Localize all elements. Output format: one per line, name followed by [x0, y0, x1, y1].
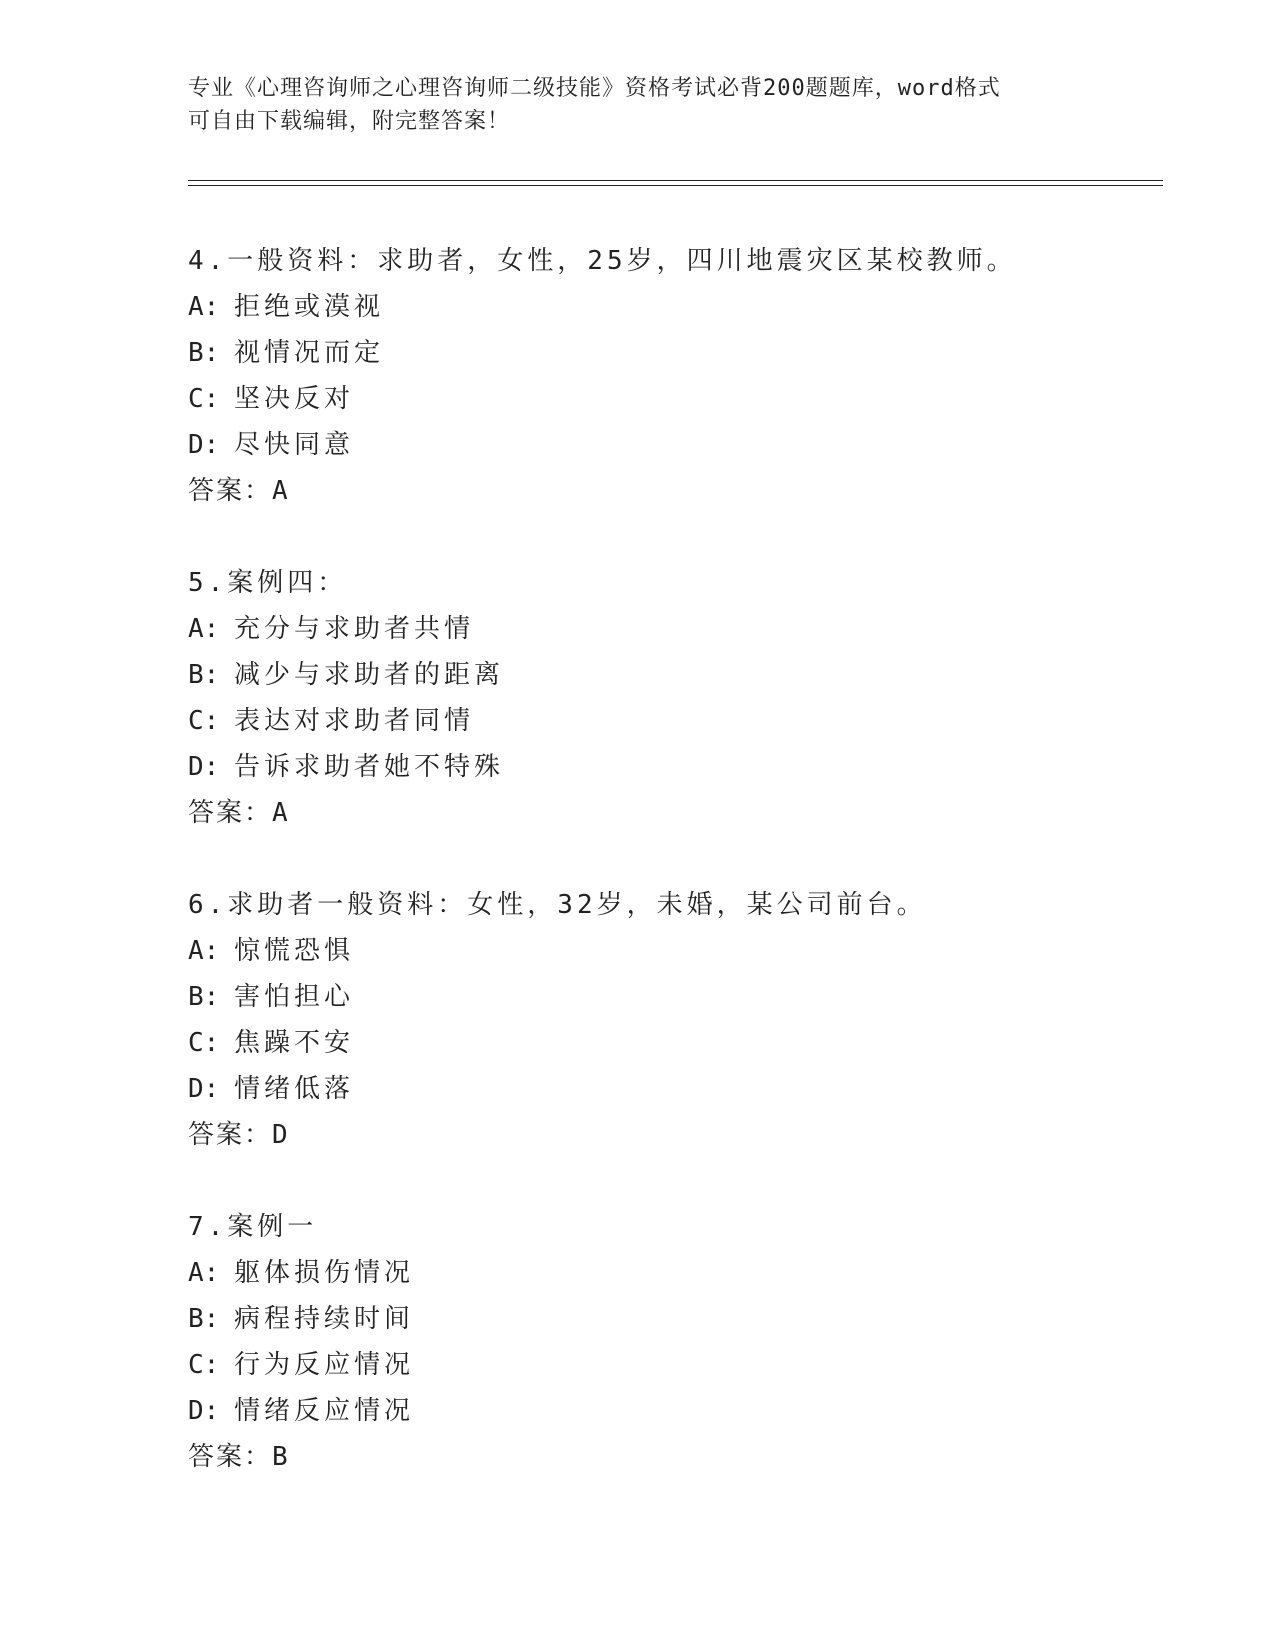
option-text: 情绪反应情况 [234, 1396, 415, 1426]
option-b [188, 652, 1163, 698]
option-d [188, 1388, 1163, 1434]
option-text: 行为反应情况 [234, 1350, 415, 1380]
option-b [188, 1296, 1163, 1342]
option-text: 焦躁不安 [234, 1028, 355, 1058]
option-text: 坚决反对 [234, 384, 355, 414]
header-line-1: 专业《心理咨询师之心理咨询师二级技能》资格考试必背200题题库，word格式 [188, 76, 1001, 101]
answer-line [188, 468, 1163, 514]
answer-value: B [272, 1442, 292, 1472]
option-letter: C: [188, 384, 220, 414]
option-text: 表达对求助者同情 [234, 706, 475, 736]
option-letter: A: [188, 292, 220, 322]
option-text: 告诉求助者她不特殊 [234, 752, 505, 782]
answer-label: 答案： [188, 1442, 273, 1472]
option-d [188, 422, 1163, 468]
option-text: 惊慌恐惧 [234, 936, 355, 966]
option-letter: D: [188, 430, 220, 460]
option-text: 充分与求助者共情 [234, 614, 475, 644]
option-a [188, 606, 1163, 652]
option-letter: D: [188, 1396, 220, 1426]
answer-label: 答案： [188, 1120, 273, 1150]
option-letter: C: [188, 1350, 220, 1380]
answer-value: D [272, 1120, 292, 1150]
question-7 [188, 1204, 1163, 1480]
option-letter: A: [188, 1258, 220, 1288]
answer-label: 答案： [188, 476, 273, 506]
option-text: 躯体损伤情况 [234, 1258, 415, 1288]
answer-line [188, 790, 1163, 836]
option-text: 情绪低落 [234, 1074, 355, 1104]
option-a [188, 1250, 1163, 1296]
header-line-2: 可自由下载编辑，附完整答案！ [188, 109, 511, 134]
option-letter: B: [188, 338, 220, 368]
question-list [188, 238, 1163, 1526]
option-letter: D: [188, 1074, 220, 1104]
option-letter: C: [188, 706, 220, 736]
question-stem: 5.案例四： [188, 568, 348, 598]
option-text: 病程持续时间 [234, 1304, 415, 1334]
option-b [188, 974, 1163, 1020]
option-a [188, 284, 1163, 330]
option-letter: B: [188, 982, 220, 1012]
question-stem: 6.求助者一般资料：女性，32岁，未婚，某公司前台。 [188, 890, 927, 920]
header-divider-top [188, 180, 1163, 181]
answer-value: A [272, 798, 292, 828]
answer-value: A [272, 476, 292, 506]
option-c [188, 376, 1163, 422]
answer-line [188, 1434, 1163, 1480]
option-letter: D: [188, 752, 220, 782]
option-text: 拒绝或漠视 [234, 292, 385, 322]
option-b [188, 330, 1163, 376]
option-letter: A: [188, 614, 220, 644]
answer-label: 答案： [188, 798, 273, 828]
option-c [188, 1020, 1163, 1066]
option-letter: B: [188, 1304, 220, 1334]
option-a [188, 928, 1163, 974]
option-c [188, 1342, 1163, 1388]
answer-line [188, 1112, 1163, 1158]
option-text: 视情况而定 [234, 338, 385, 368]
option-text: 减少与求助者的距离 [234, 660, 505, 690]
question-5 [188, 560, 1163, 836]
option-d [188, 744, 1163, 790]
question-stem: 4.一般资料：求助者，女性，25岁，四川地震灾区某校教师。 [188, 246, 1017, 276]
option-letter: C: [188, 1028, 220, 1058]
question-4 [188, 238, 1163, 514]
document-header [188, 72, 1088, 138]
option-text: 尽快同意 [234, 430, 355, 460]
option-d [188, 1066, 1163, 1112]
option-letter: B: [188, 660, 220, 690]
header-divider-bottom [188, 185, 1163, 186]
question-6 [188, 882, 1163, 1158]
option-c [188, 698, 1163, 744]
option-letter: A: [188, 936, 220, 966]
question-stem: 7.案例一 [188, 1212, 318, 1242]
option-text: 害怕担心 [234, 982, 355, 1012]
